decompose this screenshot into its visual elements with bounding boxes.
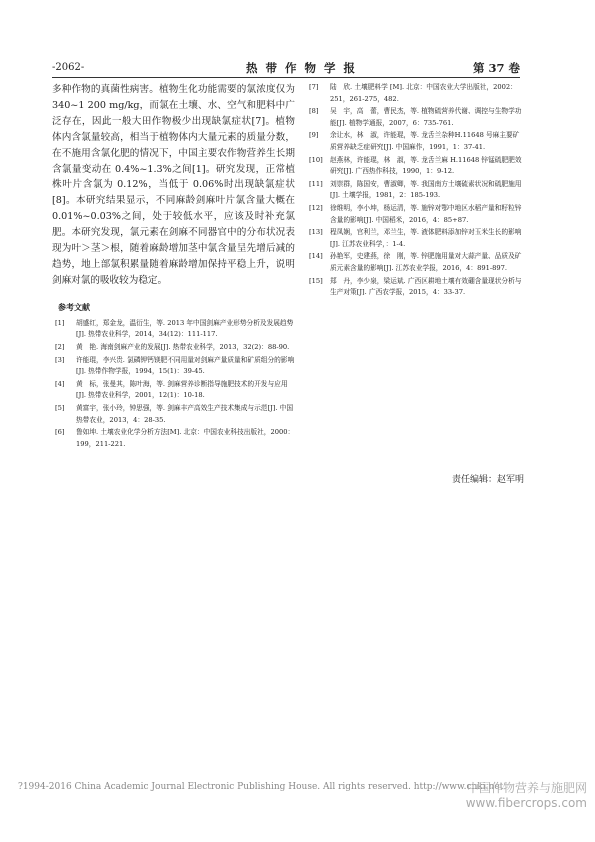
reference-number: [13] bbox=[309, 228, 323, 237]
reference-number: [3] bbox=[55, 355, 65, 364]
reference-text: 吴 宇，高 蕾，曹民杰，等. 植物硫营养代谢、调控与生物学功能[J]. 植物学通报，2007，6：735-761. bbox=[330, 107, 522, 127]
left-column bbox=[52, 82, 295, 451]
reference-text: 郑 丹，李少泉，梁运斌. 广西区耕地土壤有效硼含量现状分析与生产对策[J]. 广西农学报，2015，4：33-37. bbox=[330, 276, 522, 297]
references-heading: 参考文献 bbox=[58, 301, 90, 312]
reference-text: 黄 艳. 海南剑麻产业的发展[J]. 热带农业科学，2013，32(2)：88-90. bbox=[76, 342, 290, 351]
reference-item bbox=[306, 276, 522, 299]
reference-number: [2] bbox=[55, 342, 65, 351]
reference-item bbox=[52, 318, 295, 341]
reference-item bbox=[306, 130, 522, 153]
reference-item bbox=[52, 379, 295, 402]
reference-text: 黄富宇，张小玲，钟思强，等. 剑麻丰产高效生产技术集成与示范[J]. 中国热带农业，2013，4：28-35. bbox=[76, 403, 294, 424]
watermark-title: 中国作物营养与施肥网 bbox=[466, 781, 587, 795]
reference-number: [1] bbox=[55, 318, 65, 327]
reference-number: [9] bbox=[309, 131, 319, 140]
reference-number: [4] bbox=[55, 379, 65, 388]
reference-text: 徐维明，李小坤，杨运清，等. 施锌对鄂中地区水稻产量和籽粒锌含量的影响[J]. 中国稻米，2016，4：85+87. bbox=[330, 203, 522, 224]
reference-item bbox=[306, 179, 522, 202]
reference-text: 赵燕林，许能琨，林 淑，等. 龙舌兰麻 H.11648 锌锰硫肥肥效研究[J]. 广西热作科技，1990，1：9-12. bbox=[330, 155, 522, 176]
body-paragraph: 多种作物的真菌性病害。植物生化功能需要的氯浓度仅为 340~1 200 mg/kg，而氯在土壤、水、空气和肥料中广泛存在，因此一般大田作物极少出现缺氯症状[7]。植物体内含氯量较高，相当于植物体内大量元素的质量分数，在不施用含氯化肥的情况下，中国主要农作物营养生长期含氯量变动在 0.4%~1.3%之间[1]。研究发现，正常植株叶片含氯为 0.12%，当低于 0.06%时出现缺氯症状[8]。本研究结果显示，不同麻龄剑麻叶片氯含量大概在 0.01%~0.03%之间，处于较低水平，应该及时补充氯肥。本研究发现，氯元素在剑麻不同器官中的分布状况表现为叶＞茎＞根，随着麻龄增加茎中氯含量呈先增后减的趋势，地上部氯积累量随着麻龄增加保持平稳上升，说明剑麻对氯的吸收较为稳定。 bbox=[52, 84, 295, 286]
volume-label: 第 37 卷 bbox=[472, 61, 520, 75]
reference-item bbox=[306, 82, 522, 105]
copyright-footer: ?1994-2016 China Academic Journal Electronic Publishing House. All rights reserved. http://www.cnki.net bbox=[18, 782, 504, 792]
reference-item bbox=[52, 342, 295, 354]
reference-text: 许能琨，李兴贵. 氯磷钾钙镁肥不同用量对剑麻产量质量和矿质组分的影响[J]. 热带作物学报，1994，15(1)：39-45. bbox=[76, 355, 295, 376]
reference-number: [5] bbox=[55, 403, 65, 412]
reference-number: [11] bbox=[309, 179, 323, 188]
reference-text: 胡盛红，郑金龙，温衍生，等. 2013 年中国剑麻产业形势分析及发展趋势[J]. 热带农业科学，2014，34(12)：111-117. bbox=[76, 318, 294, 339]
reference-number: [7] bbox=[309, 83, 319, 91]
reference-text: 陆 欣. 土壤肥料学 [M]. 北京：中国农业大学出版社，2002：251，261-275，482. bbox=[330, 83, 517, 103]
page-header bbox=[52, 60, 520, 78]
reference-item bbox=[306, 251, 522, 274]
reference-number: [12] bbox=[309, 203, 323, 212]
reference-number: [8] bbox=[309, 107, 319, 116]
reference-text: 余让水，林 淑，许能琨，等. 龙舌兰杂种H.11648 号麻主要矿质营养缺乏症研究[J]. 中国麻作，1991，1：37-41. bbox=[330, 131, 520, 151]
references-list-left bbox=[52, 318, 295, 451]
reference-item bbox=[306, 227, 522, 250]
reference-item bbox=[52, 355, 295, 378]
reference-number: [15] bbox=[309, 276, 323, 285]
site-watermark bbox=[466, 779, 587, 810]
reference-text: 程凤娴，官利兰，邓兰生，等. 液体肥料添加锌对玉米生长的影响[J]. 江苏农业科学，：1-4. bbox=[330, 228, 522, 248]
reference-text: 孙艳军，史建燕，徐 刚，等. 锌肥施用量对大蒜产量、品质及矿质元素含量的影响[J]. 江苏农业学报，2016，4：891-897. bbox=[330, 252, 522, 272]
right-column bbox=[306, 82, 522, 300]
reference-text: 刘崇群，陈国安，曹淑卿，等. 我国南方土壤硫素状况和硫肥施用[J]. 土壤学报，1981，2：185-193. bbox=[330, 179, 522, 200]
reference-text: 鲁如坤. 土壤农业化学分析方法[M]. 北京：中国农业科技出版社，2000：199，211-221. bbox=[76, 428, 295, 448]
reference-item bbox=[306, 106, 522, 129]
reference-number: [6] bbox=[55, 428, 65, 437]
reference-number: [14] bbox=[309, 252, 323, 261]
reference-text: 黄 标，张曼其，陈叶海，等. 剑麻营养诊断指导施肥技术的开发与应用[J]. 热带农业科学，2001，12(1)：10-18. bbox=[76, 379, 288, 400]
reference-item bbox=[52, 403, 295, 426]
reference-number: [10] bbox=[309, 155, 323, 164]
reference-item bbox=[52, 427, 295, 450]
journal-title: 热 带 作 物 学 报 bbox=[246, 61, 358, 75]
watermark-url: www.fibercrops.com bbox=[465, 796, 587, 810]
references-list-right bbox=[306, 82, 522, 299]
header-rule bbox=[52, 77, 520, 78]
editor-credit: 责任编辑：赵军明 bbox=[452, 475, 525, 485]
reference-item bbox=[306, 203, 522, 226]
page-number: -2062- bbox=[52, 62, 85, 73]
reference-item bbox=[306, 155, 522, 178]
